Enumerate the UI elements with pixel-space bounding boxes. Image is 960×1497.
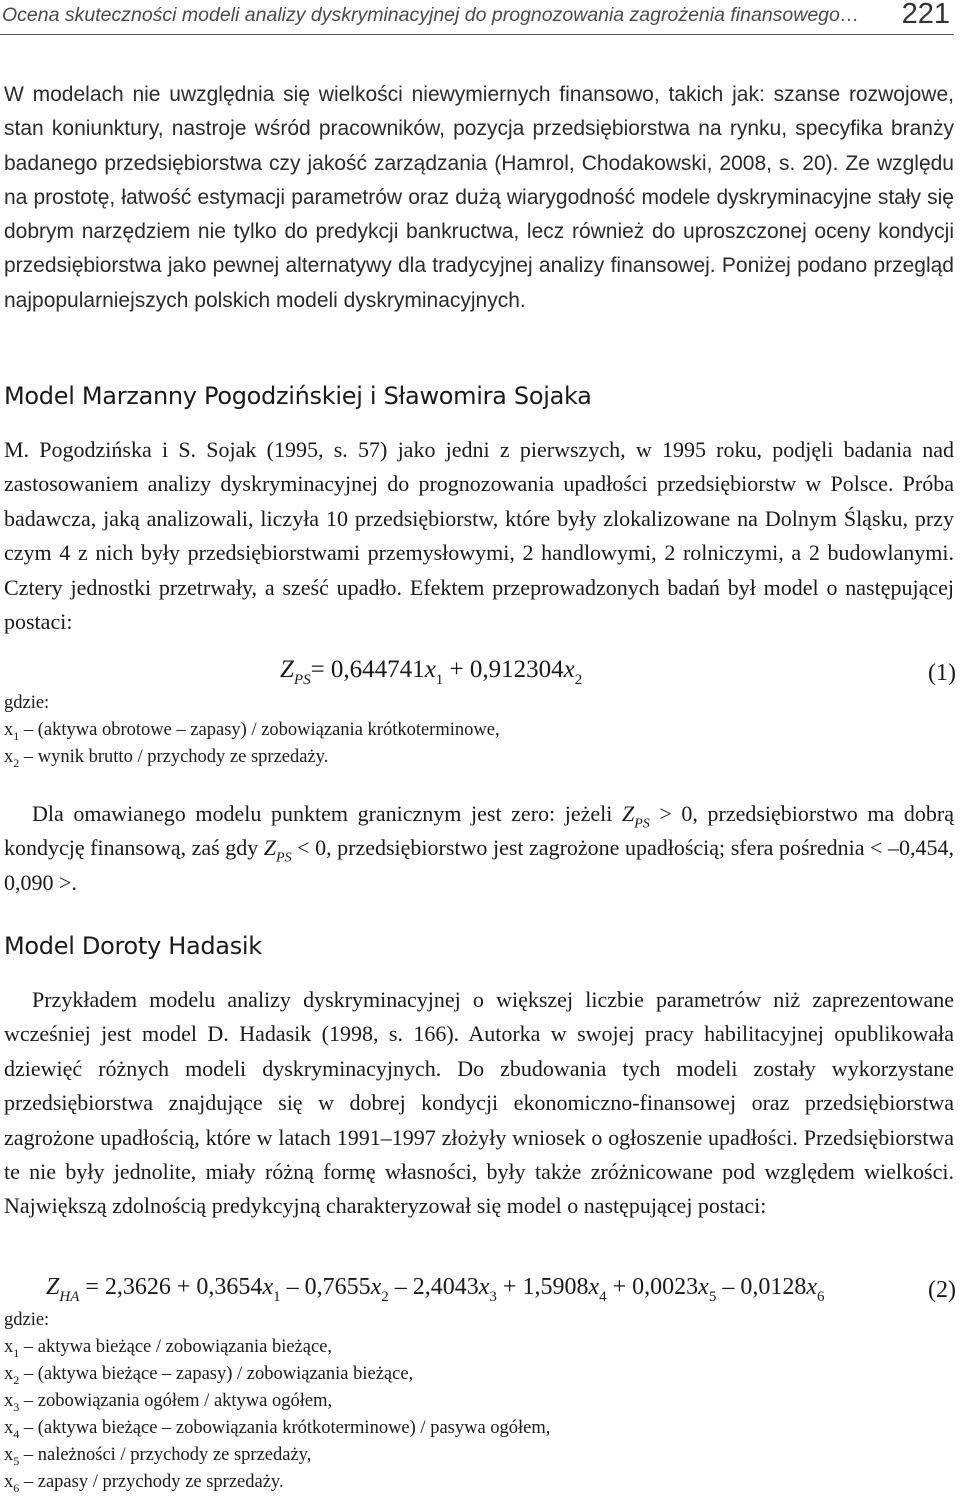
definition-x1: $x_1$ – aktywa bieżące / zobowiązania bieżące, (4, 1337, 333, 1360)
formula-lhs: Z (46, 1274, 60, 1300)
running-title: Ocena skuteczności modeli analizy dyskryminacyjnej do prognozowania zagrożenia finansowego… (2, 4, 860, 26)
formula-lhs: Z (280, 656, 294, 683)
formula-zha: $Z_{HA} = 2,3626 + 0,3654x_1 - 0,7655x_2 - 2,4043x_3 + 1,5908x_4 + 0,0023x_5 - 0,0128x_6$ (46, 1274, 825, 1305)
definition-x4: $x_4$ – (aktywa bieżące – zobowiązania krótkoterminowe) / pasywa ogółem, (4, 1418, 551, 1441)
equation-number-1: (1) (928, 660, 956, 686)
page-number: 221 (901, 0, 950, 30)
section2-definitions (4, 1307, 944, 1496)
definition-x2: $x_2$ – wynik brutto / przychody ze sprzedaży. (4, 747, 329, 770)
where-label: gdzie: (4, 1310, 50, 1330)
section2-paragraph: Przykładem modelu analizy dyskryminacyjnej o większej liczbie parametrów niż zaprezentowane wcześniej jest model D. Hadasik (1998, s. 166). Autorka w swojej pracy habilitacyjnej opublikowała dziewięć różnych modeli dyskryminacyjnych. Do zbudowania tych modeli zostały wykorzystane przedsiębiorstwa znajdujące się w dobrej kondycji ekonomiczno-finansowej oraz przedsiębiorstwa zagrożone upadłością, które w latach 1991–1997 złożyły wniosek o ogłoszenie upadłości. Przedsiębiorstwa te nie były jednolite, miały różną formę własności, były także zróżnicowane pod względem wielkości. Największą zdolnością predykcyjną charakteryzował się model o następującej postaci: (4, 987, 954, 1219)
equation-number-2: (2) (928, 1277, 956, 1303)
section1-paragraph: M. Pogodzińska i S. Sojak (1995, s. 57) jako jedni z pierwszych, w 1995 roku, podjęli badania nad zastosowaniem analizy dyskryminacyjnej do prognozowania upadłości przedsiębiorstw w Polsce. Próba badawcza, jaką analizowali, liczyła 10 przedsiębiorstw, które były zlokalizowane na Dolnym Śląsku, przy czym 4 z nich były przedsiębiorstwami przemysłowymi, 2 handlowymi, 2 rolniczymi, a 2 budowlanymi. Cztery jednostki przetrwały, a sześć upadło. Efektem przeprowadzonych badań był model o następującej postaci: (4, 437, 954, 635)
definition-x2: $x_2$ – (aktywa bieżące – zapasy) / zobowiązania bieżące, (4, 1364, 414, 1387)
definition-x1: $x_1$ – (aktywa obrotowe – zapasy) / zobowiązania krótkoterminowe, (4, 720, 500, 743)
running-header (0, 0, 954, 35)
section-heading-pogodzinska-sojak: Model Marzanny Pogodzińskiej i Sławomira Sojaka (4, 382, 592, 410)
definition-x3: $x_3$ – zobowiązania ogółem / aktywa ogółem, (4, 1391, 333, 1414)
where-label: gdzie: (4, 693, 50, 713)
formula-zps: $Z_{PS}= 0,644741x_1 + 0,912304x_2$ (280, 656, 583, 688)
section1-definitions (4, 690, 944, 771)
definition-x5: $x_5$ – należności / przychody ze sprzedaży, (4, 1445, 312, 1468)
definition-x6: $x_6$ – zapasy / przychody ze sprzedaży. (4, 1472, 284, 1495)
intro-paragraph: W modelach nie uwzględnia się wielkości niewymiernych finansowo, takich jak: szanse rozwojowe, stan koniunktury, nastroje wśród pracowników, pozycja przedsiębiorstwa na rynku, specyfika branży badanego przedsiębiorstwa czy jakość zarządzania (Hamrol, Chodakowski, 2008, s. 20). Ze względu na prostotę, łatwość estymacji parametrów oraz dużą wiarygodność modele dyskryminacyjne stały się dobrym narzędziem nie tylko do predykcji bankructwa, lecz również do uproszczonej oceny kondycji przedsiębiorstwa jako pewnej alternatywy dla tradycyjnej analizy finansowej. Poniżej podano przegląd najpopularniejszych polskich modeli dyskryminacyjnych. (4, 83, 954, 312)
section1-interpretation: Dla omawianego modelu punktem granicznym jest zero: jeżeli $Z_{PS} > 0$, przedsiębiorstwo ma dobrą kondycję finansową, zaś gdy $Z_{PS} < 0$, przedsiębiorstwo jest zagrożone upadłością; sfera pośrednia < –0,454, 0,090 >. (4, 801, 954, 895)
section-heading-hadasik: Model Doroty Hadasik (4, 932, 262, 960)
